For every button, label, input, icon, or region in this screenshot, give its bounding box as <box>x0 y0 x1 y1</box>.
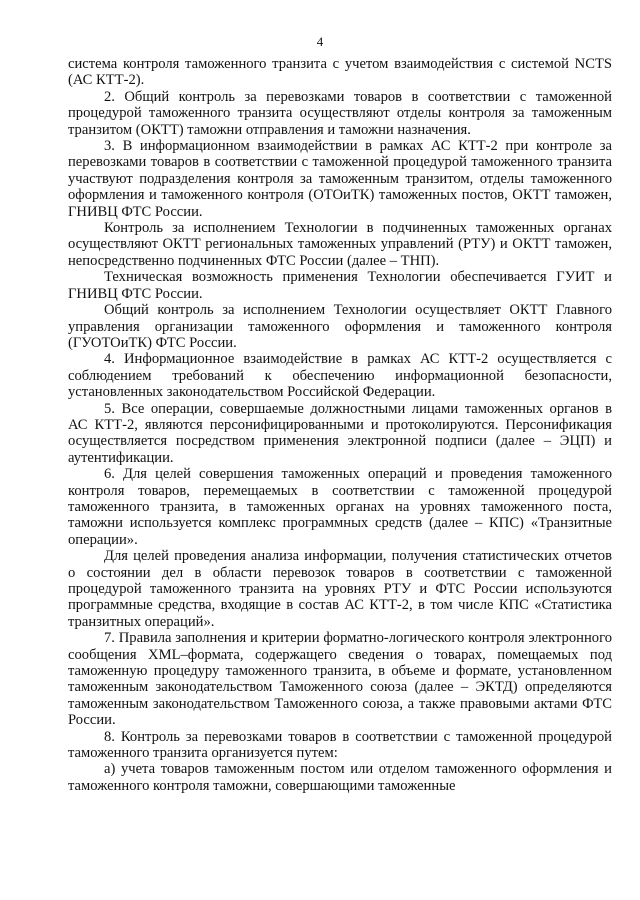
paragraph-item-8: 8. Контроль за перевозками товаров в соответствии с таможенной процедурой таможенного транзита организуется путем: <box>68 728 612 762</box>
paragraph-item-5: 5. Все операции, совершаемые должностными лицами таможенных органов в АС КТТ-2, являются персонифицированными и протоколируются. Персонификация осуществляется посредством применения электронной подписи (далее – ЭЦП) и аутентификации. <box>68 400 612 466</box>
paragraph-continuation: система контроля таможенного транзита с учетом взаимодействия с системой NCTS (АС КТТ-2). <box>68 56 612 89</box>
paragraph-subitem-a: а) учета товаров таможенным постом или отделом таможенного оформления и таможенного контроля таможни, совершающими таможенные <box>68 761 612 794</box>
paragraph-technical-support: Техническая возможность применения Технологии обеспечивается ГУИТ и ГНИВЦ ФТС России. <box>68 269 612 302</box>
paragraph-control-subordinate: Контроль за исполнением Технологии в подчиненных таможенных органах осуществляют ОКТТ региональных таможенных управлений (РТУ) и ОКТТ таможен, непосредственно подчиненных ФТС России (далее – ТНП). <box>68 220 612 269</box>
paragraph-item-4: 4. Информационное взаимодействие в рамках АС КТТ-2 осуществляется с соблюдением требований к обеспечению информационной безопасности, установленных законодательством Российской Федерации. <box>68 351 612 401</box>
paragraph-item-7: 7. Правила заполнения и критерии форматно-логического контроля электронного сообщения XML–формата, содержащего сведения о товарах, помещаемых под таможенную процедуру таможенного транзита, в объеме и формате, установленном таможенным законодательством Таможенного союза (далее – ЭКТД) определяются таможенным законодательством Таможенного союза, а также правовыми актами ФТС России. <box>68 630 612 729</box>
paragraph-item-3: 3. В информационном взаимодействии в рамках АС КТТ-2 при контроле за перевозками товаров в соответствии с таможенной процедурой таможенного транзита участвуют подразделения контроля за таможенным транзитом, отделы таможенного оформления и таможенного контроля (ОТОиТК) таможенных постов, ОКТТ таможен, ГНИВЦ ФТС России. <box>68 138 612 220</box>
document-body <box>68 56 612 794</box>
paragraph-general-control: Общий контроль за исполнением Технологии осуществляет ОКТТ Главного управления организации таможенного оформления и таможенного контроля (ГУОТОиТК) ФТС России. <box>68 302 612 351</box>
paragraph-statistics: Для целей проведения анализа информации, получения статистических отчетов о состоянии дел в области перевозок товаров в соответствии с таможенной процедурой таможенного транзита на уровнях РТУ и ФТС России используются программные средства, входящие в состав АС КТТ-2, в том числе КПС «Статистика транзитных операций». <box>68 548 612 630</box>
page-number: 4 <box>316 34 324 49</box>
paragraph-item-2: 2. Общий контроль за перевозками товаров в соответствии с таможенной процедурой таможенного транзита осуществляют отделы контроля за таможенным транзитом (ОКТТ) таможни отправления и таможни назначения. <box>68 88 612 138</box>
paragraph-item-6: 6. Для целей совершения таможенных операций и проведения таможенного контроля товаров, перемещаемых в соответствии с таможенной процедурой таможенного транзита, в таможенных органах на уровнях таможенного поста, таможни используется комплекс программных средств (далее – КПС) «Транзитные операции». <box>68 466 612 548</box>
